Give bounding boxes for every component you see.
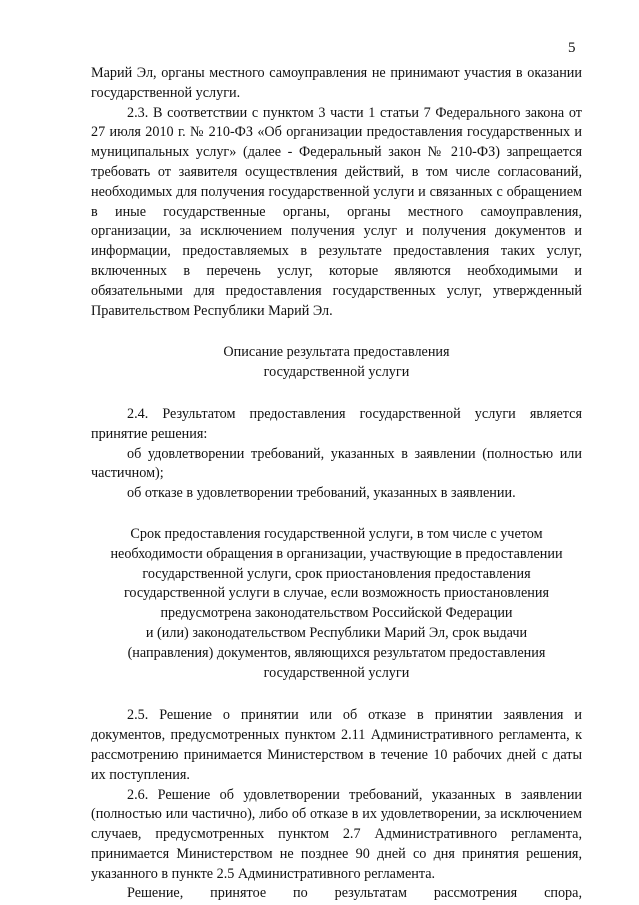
heading-service-term	[91, 525, 582, 683]
paragraph-2-4-option-b: об отказе в удовлетворении требований, указанных в заявлении.	[127, 485, 516, 502]
heading-line: Описание результата предоставления	[223, 344, 450, 361]
heading-line: (направления) документов, являющихся результатом предоставления	[127, 644, 546, 661]
heading-line: государственной услуги	[263, 364, 410, 381]
heading-line: государственной услуги, срок приостановления предоставления	[142, 565, 531, 582]
heading-line: Срок предоставления государственной услуги, в том числе с учетом	[130, 525, 543, 542]
paragraph-2-4-option-a: об удовлетворении требований, указанных в заявлении (полностью или частичном);	[91, 445, 582, 482]
paragraph-2-4: 2.4. Результатом предоставления государственной услуги является принятие решения:	[91, 405, 582, 442]
heading-line: предусмотрена законодательством Российской Федерации	[160, 605, 513, 622]
heading-line: государственной услуги в случае, если возможность приостановления	[123, 585, 550, 602]
paragraph-intro: Марий Эл, органы местного самоуправления не принимают участия в оказании государственной услуги.	[91, 65, 582, 101]
heading-line: и (или) законодательством Республики Марий Эл, срок выдачи	[145, 624, 528, 641]
document-body	[91, 64, 582, 904]
paragraph-2-3: 2.3. В соответствии с пунктом 3 части 1 статьи 7 Федерального закона от 27 июля 2010 г. № 210-ФЗ «Об организации предоставления государственных и муниципальных услуг» (далее - Федеральный закон № 210-ФЗ) запрещается требовать от заявителя осуществления действий, в том числе согласований, необходимых для получения государственной услуги и связанных с обращением в иные государственные органы, органы местного самоуправления, организации, за исключением получения услуг и получения документов и информации, предоставляемых в результате предоставления таких услуг, включенных в перечень услуг, которые являются необходимыми и обязательными для предоставления государственных услуг, утвержденный Правительством Республики Марий Эл.	[91, 104, 582, 319]
heading-line: необходимости обращения в организации, участвующие в предоставлении	[110, 545, 563, 562]
paragraph-2-5: 2.5. Решение о принятии или об отказе в принятии заявления и документов, предусмотренных пунктом 2.11 Административного регламента, к рассмотрению принимается Министерством в течение 10 рабочих дней с даты их поступления.	[91, 707, 582, 783]
paragraph-decision: Решение, принятое по результатам рассмотрения спора,	[127, 885, 582, 902]
heading-line: государственной услуги	[263, 664, 410, 681]
heading-result-description	[91, 343, 582, 383]
paragraph-2-6: 2.6. Решение об удовлетворении требований, указанных в заявлении (полностью или частично), либо об отказе в их удовлетворении, за исключением случаев, предусмотренных пунктом 2.7 Административного регламента, принимается Министерством не позднее 90 дней со дня принятия решения, указанного в пункте 2.5 Административного регламента.	[91, 786, 582, 882]
page-number: 5	[568, 40, 576, 56]
